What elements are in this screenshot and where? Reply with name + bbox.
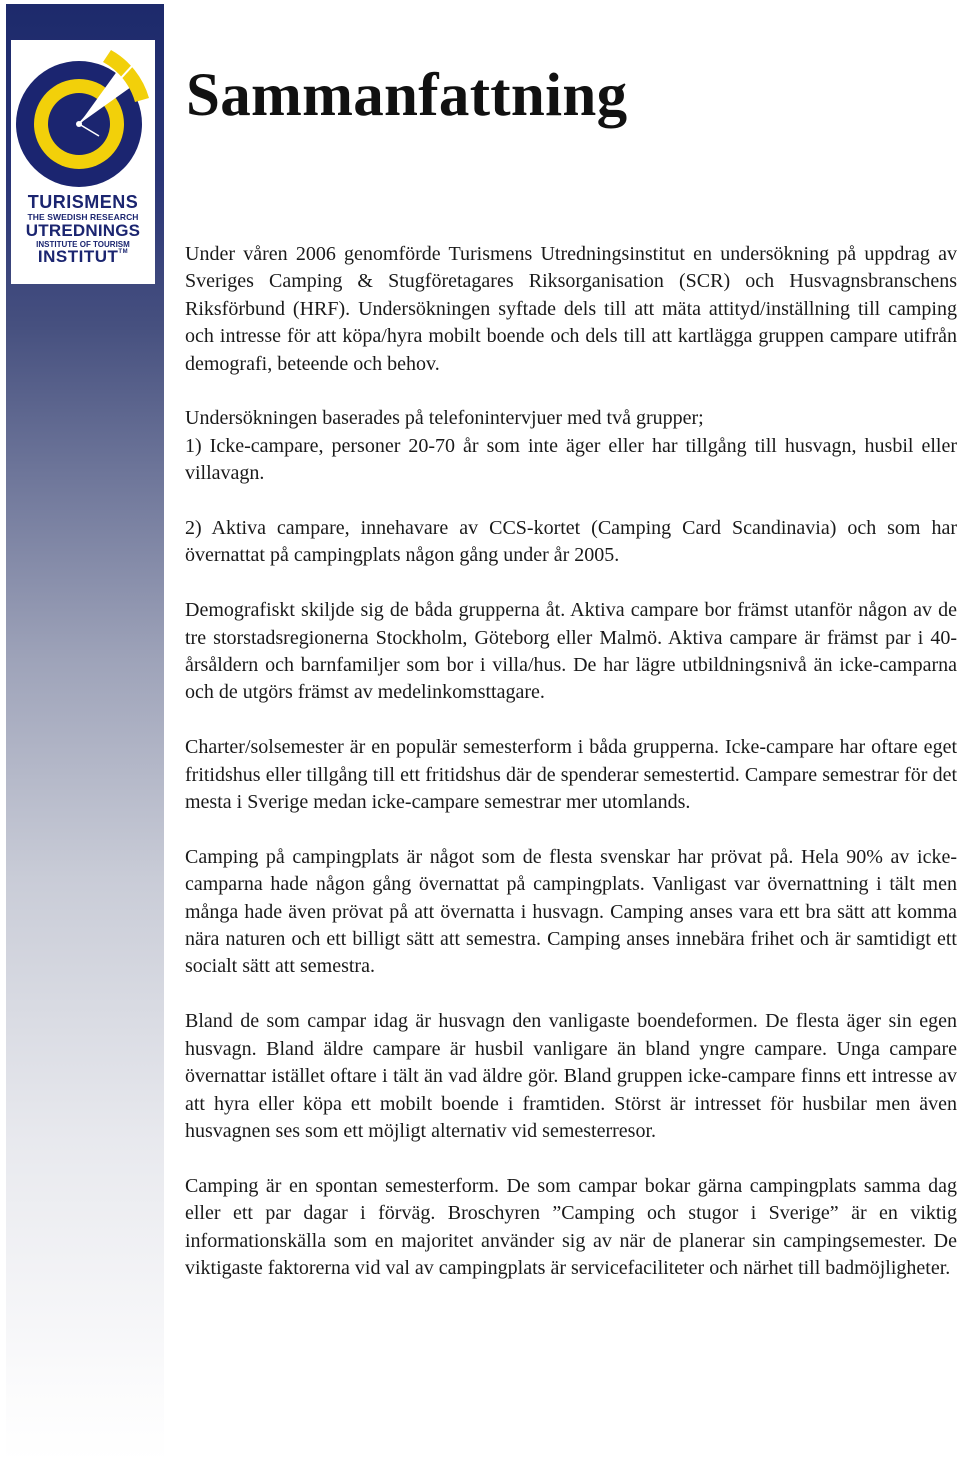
logo-text-utrednings: UTREDNINGS: [25, 221, 141, 240]
paragraph-method: Undersökningen baserades på telefonintervjuer med två grupper;: [185, 407, 704, 430]
summary-body: [185, 241, 957, 1310]
paragraph-booking: Camping är en spontan semesterform. De som campar bokar gärna campingplats samma dag eller ett par dagar i förväg. Broschyren ”Camping och stugor i Sverige” är en viktig informationskälla som en majoritet använder sig av när de planerar sin campingsemester. De viktigaste faktorerna vid val av campingplats är servicefaciliteter och närhet till badmöjligheter.: [185, 1174, 957, 1279]
emblem-center-dot: [76, 121, 82, 127]
logo-text-institute-of-tourism: INSTITUTE OF TOURISM: [36, 240, 130, 249]
paragraph-demographics: Demografiskt skiljde sig de båda grupperna åt. Aktiva campare bor främst utanför någon av de tre storstadsregionerna Stockholm, Göteborg eller Malmö. Aktiva campare är främst par i 40-årsåldern och barnfamiljer som bor i villa/hus. De har lägre utbildningsnivå än icke-camparna och de utgörs främst av medelinkomsttagare.: [185, 599, 957, 704]
compass-emblem-icon: [11, 40, 155, 192]
paragraph-accommodation: Bland de som campar idag är husvagn den vanligaste boendeformen. De flesta äger sin egen husvagn. Bland äldre campare är husbil vanligare än bland yngre campare. Unga campare övernattar istället oftare i tält än vad äldre gör. Bland gruppen icke-campare finns ett intresse av att hyra eller köpa ett mobilt boende i framtiden. Störst är intresset för husbilar men även husvagnen ses som ett möjligt alternativ vid semesterresor.: [185, 1010, 957, 1142]
logo-trademark: TM: [118, 249, 129, 255]
paragraph-holiday-forms: Charter/solsemester är en populär semesterform i båda grupperna. Icke-campare har oftare eget fritidshus eller tillgång till ett fritidshus där de spenderar semestertid. Campare semestrar för det mesta i Sverige medan icke-campare semestrar mer utomlands.: [185, 736, 957, 814]
institute-logo: [11, 40, 155, 284]
logo-text-swedish-research: THE SWEDISH RESEARCH: [27, 212, 139, 222]
paragraph-group-2: 2) Aktiva campare, innehavare av CCS-kortet (Camping Card Scandinavia) och som har övernattat på campingplats någon gång under år 2005.: [185, 517, 957, 567]
paragraph-camping-experience: Camping på campingplats är något som de flesta svenskar har prövat på. Hela 90% av icke-camparna hade någon gång övernattat på campingplats. Vanligast var övernattning i tält men många hade även prövat på att övernatta i husvagn. Camping anses vara ett bra sätt att komma nära naturen och ett billigt sätt att semestra. Camping anses innebära frihet och är samtidigt ett socialt sätt att semestra.: [185, 845, 957, 978]
logo-text-institut-word: INSTITUT: [37, 247, 119, 266]
page-title: Sammanfattning: [186, 62, 628, 129]
paragraph-intro: Under våren 2006 genomförde Turismens Utredningsinstitut en undersökning på uppdrag av Sveriges Camping & Stugföretagares Riksorganisation (SCR) och Husvagnsbranschens Riksförbund (HRF). Undersökningen syftade dels till att mäta attityd/inställning till camping och intresse för att köpa/hyra mobilt boende och dels till att kartlägga gruppen campare utifrån demografi, beteende och behov.: [185, 243, 957, 375]
logo-text-turismens: TURISMENS: [27, 192, 139, 212]
paragraph-group-1: 1) Icke-campare, personer 20-70 år som inte äger eller har tillgång till husvagn, husbil eller villavagn.: [185, 434, 957, 485]
logo-text-institut: [11, 247, 155, 267]
